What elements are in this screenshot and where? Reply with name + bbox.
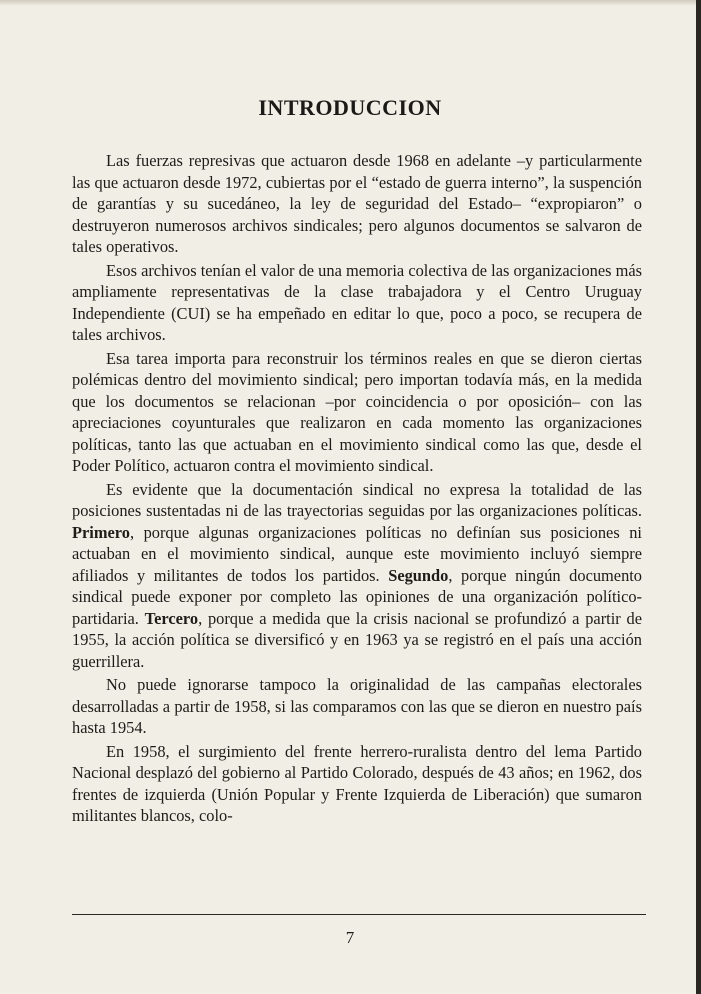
paragraph-2: Esos archivos tenían el valor de una memoria colectiva de las organizaciones más ampliamente representativas de la clase trabajadora y el Centro Uruguay Independiente (CUI) se ha empeñado en editar lo que, poco a poco, se recupera de tales archivos. bbox=[72, 260, 642, 344]
paragraph-4 bbox=[72, 479, 642, 673]
footer-rule bbox=[72, 914, 646, 915]
paragraph-4-text-1: Es evidente que la documentación sindical no expresa la totalidad de las posiciones sustentadas ni de las trayectorias seguidas por las organizaciones políticas. bbox=[72, 479, 642, 520]
paragraph-6: En 1958, el surgimiento del frente herrero-ruralista dentro del lema Partido Nacional desplazó del gobierno al Partido Colorado, después de 43 años; en 1962, dos frentes de izquierda (Unión Popular y Frente Izquierda de Liberación) que sumaron militantes blancos, colo- bbox=[72, 741, 642, 825]
body-text bbox=[72, 150, 642, 829]
page-number: 7 bbox=[345, 928, 355, 947]
paragraph-3: Esa tarea importa para reconstruir los términos reales en que se dieron ciertas polémicas dentro del movimiento sindical; pero importan todavía más, en la medida que los documentos se relacionan –por coincidencia o por oposición– con las apreciaciones coyunturales que realizaron en cada momento las organizaciones políticas, tanto las que actuaban en el movimiento sindical como las que, desde el Poder Político, actuaron contra el movimiento sindical. bbox=[72, 348, 642, 475]
emphasis-primero: Primero bbox=[72, 522, 130, 542]
emphasis-tercero: Tercero bbox=[144, 608, 199, 628]
page-title: INTRODUCCION bbox=[258, 94, 442, 120]
paragraph-1: Las fuerzas represivas que actuaron desde 1968 en adelante –y particularmente las que actuaron desde 1972, cubiertas por el “estado de guerra interno”, la suspención de garantías y su sucedáneo, la ley de seguridad del Estado– “expropiaron” o destruyeron numerosos archivos sindicales; pero algunos documentos se salvaron de tales operativos. bbox=[72, 151, 642, 256]
emphasis-segundo: Segundo bbox=[388, 565, 449, 585]
paragraph-5: No puede ignorarse tampoco la originalidad de las campañas electorales desarrolladas a partir de 1958, si las comparamos con las que se dieron en nuestro país hasta 1954. bbox=[72, 675, 642, 737]
paragraph-4-text-4: , porque a medida que la crisis nacional se profundizó a partir de 1955, la acción política se diversificó y en 1963 ya se registró en el país una acción guerrillera. bbox=[72, 608, 642, 671]
paragraph-4-text-2: , porque algunas organizaciones políticas no definían sus posiciones ni actuaban en el movimiento sindical, aunque este movimiento incluyó siempre afiliados y militantes de todos los partidos. bbox=[72, 522, 642, 585]
page-top-edge bbox=[0, 0, 696, 6]
paragraph-4-text-3: , porque ningún documento sindical puede exponer por completo las opiniones de una organización político-partidaria. bbox=[72, 565, 643, 628]
